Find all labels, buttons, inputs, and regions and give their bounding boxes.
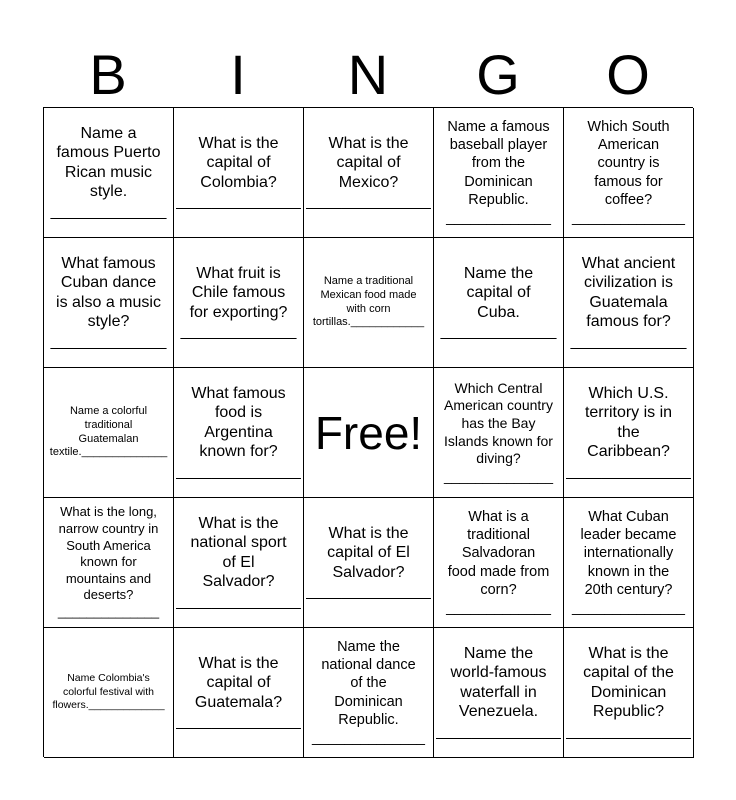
bingo-cell — [304, 108, 434, 238]
bingo-cell — [434, 628, 564, 758]
bingo-cell — [564, 498, 694, 628]
bingo-cell — [434, 368, 564, 498]
cell-text: What is the capital of Colombia? ______________ — [176, 134, 301, 210]
cell-text: What Cuban leader became internationally known in the 20th century? ______________ — [572, 508, 685, 617]
header-letter-i: I — [230, 43, 246, 106]
bingo-cell — [304, 628, 434, 758]
bingo-cell — [304, 498, 434, 628]
cell-text: Name a famous Puerto Rican music style. _____________ — [50, 124, 167, 220]
bingo-cell — [434, 108, 564, 238]
cell-text: Name the capital of Cuba. _____________ — [440, 264, 557, 340]
cell-text: What is the national sport of El Salvador? ______________ — [176, 514, 301, 610]
bingo-cell — [564, 108, 694, 238]
cell-text: What famous Cuban dance is also a music style? _____________ — [50, 254, 167, 350]
bingo-cell — [44, 108, 174, 238]
bingo-grid — [43, 107, 693, 757]
cell-text: What is the capital of Mexico? ______________ — [306, 134, 431, 210]
bingo-cell — [44, 368, 174, 498]
free-label: Free! — [314, 406, 423, 459]
bingo-cell — [174, 368, 304, 498]
free-space — [304, 368, 434, 498]
cell-text: What is a traditional Salvadoran food made from corn? _____________ — [446, 508, 551, 617]
bingo-cell — [174, 108, 304, 238]
cell-text: Name the world-famous waterfall in Venezuela. ______________ — [436, 644, 561, 740]
bingo-cell — [44, 238, 174, 368]
cell-text: What is the long, narrow country in South America known for mountains and deserts? ______________ — [57, 504, 160, 619]
cell-text: Name a colorful traditional Guatemalan textile.______________ — [49, 404, 168, 459]
cell-text: What famous food is Argentina known for? ______________ — [176, 384, 301, 480]
cell-text: Which South American country is famous for coffee? ______________ — [572, 118, 685, 227]
cell-text: Name a traditional Mexican food made with corn tortillas.____________ — [312, 274, 425, 329]
bingo-cell — [44, 628, 174, 758]
header-letter-g: G — [476, 43, 520, 106]
cell-text: What ancient civilization is Guatemala famous for? _____________ — [570, 254, 687, 350]
cell-text: Which Central American country has the Bay Islands known for diving? ______________ — [443, 379, 553, 484]
bingo-cell — [564, 628, 694, 758]
header-letter-n: N — [347, 43, 389, 106]
header-letter-o: O — [606, 43, 650, 106]
cell-text: Name a famous baseball player from the Dominican Republic. _____________ — [446, 118, 551, 227]
bingo-cell — [304, 238, 434, 368]
bingo-cell — [174, 628, 304, 758]
bingo-cell — [44, 498, 174, 628]
bingo-cell — [174, 498, 304, 628]
bingo-cell — [434, 498, 564, 628]
bingo-header — [43, 44, 693, 106]
cell-text: What is the capital of El Salvador? ______________ — [306, 524, 431, 600]
bingo-cell — [174, 238, 304, 368]
bingo-cell — [564, 238, 694, 368]
cell-text: What is the capital of the Dominican Republic? ______________ — [566, 644, 691, 740]
header-letter-b: B — [89, 43, 127, 106]
bingo-cell — [564, 368, 694, 498]
cell-text: Name Colombia's colorful festival with flowers._____________ — [52, 672, 165, 712]
cell-text: Which U.S. territory is in the Caribbean? ______________ — [566, 384, 691, 480]
cell-text: What fruit is Chile famous for exporting? _____________ — [180, 264, 297, 340]
cell-text: What is the capital of Guatemala? ______________ — [176, 654, 301, 730]
bingo-cell — [434, 238, 564, 368]
cell-text: Name the national dance of the Dominican Republic. ______________ — [312, 638, 425, 747]
